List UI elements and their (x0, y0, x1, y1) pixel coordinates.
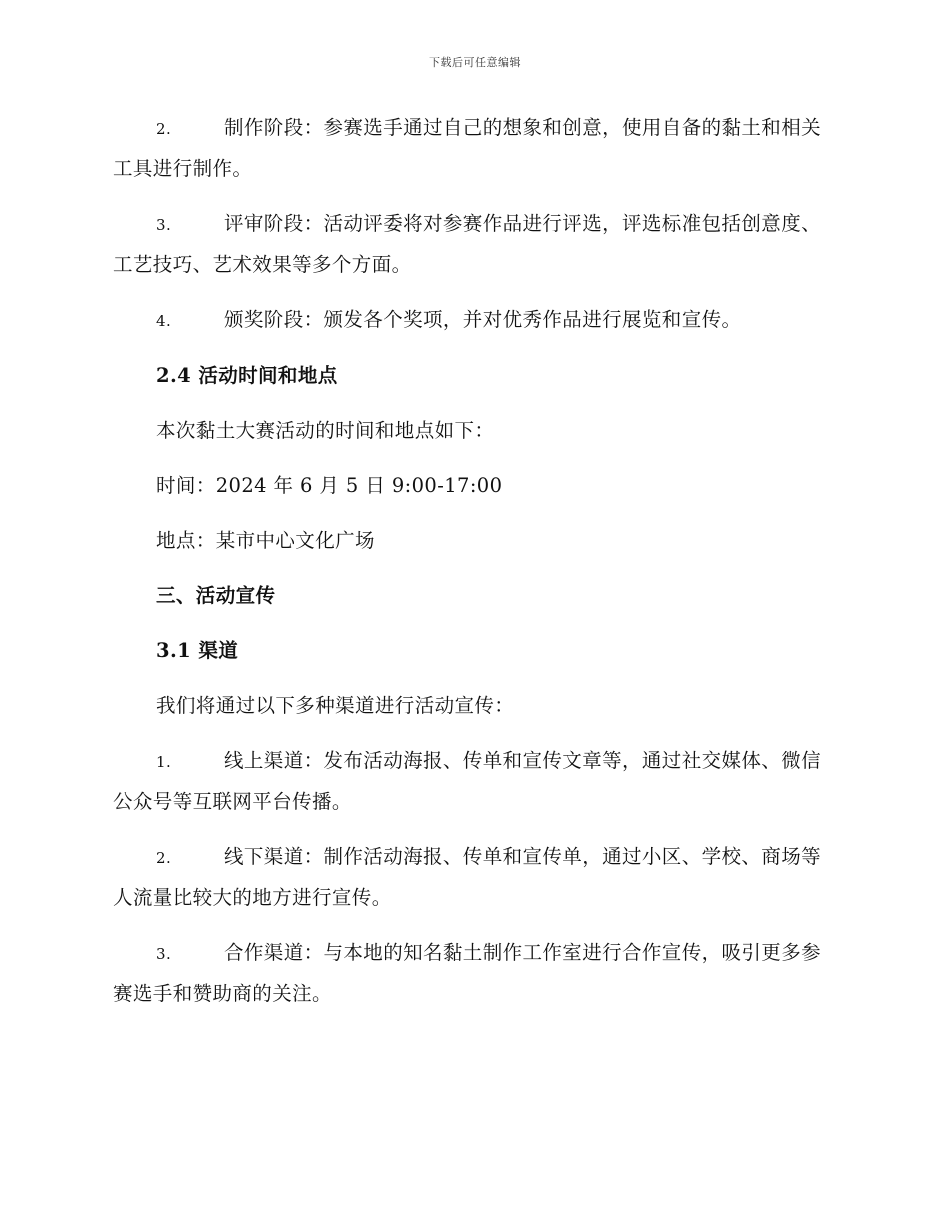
list-number: 3. (156, 216, 172, 234)
paragraph-channels-intro: 我们将通过以下多种渠道进行活动宣传： (156, 694, 515, 717)
list-number: 1. (156, 753, 172, 771)
list-item-text: 颁奖阶段：颁发各个奖项，并对优秀作品进行展览和宣传。 (224, 308, 742, 331)
list-item-stage-production (113, 108, 835, 189)
paragraph-time-location-intro: 本次黏土大赛活动的时间和地点如下： (156, 419, 495, 442)
list-item-channel-online (113, 741, 835, 822)
list-number: 3. (156, 945, 172, 963)
list-item-text: 线下渠道：制作活动海报、传单和宣传单，通过小区、学校、商场等人流量比较大的地方进行宣传。 (113, 845, 822, 909)
page-header: 下载后可任意编辑 (429, 56, 521, 69)
list-number: 4. (156, 312, 172, 330)
section-heading-3: 三、活动宣传 (156, 584, 276, 607)
section-heading-2-4: 2.4 活动时间和地点 (156, 364, 338, 387)
list-item-text: 评审阶段：活动评委将对参赛作品进行评选，评选标准包括创意度、工艺技巧、艺术效果等多个方面。 (113, 212, 822, 276)
list-item-text: 线上渠道：发布活动海报、传单和宣传文章等，通过社交媒体、微信公众号等互联网平台传播。 (113, 749, 822, 813)
document-body (113, 108, 835, 1029)
paragraph-location: 地点：某市中心文化广场 (156, 529, 375, 552)
list-item-stage-review (113, 204, 835, 285)
list-item-channel-partner (113, 933, 835, 1014)
list-number: 2. (156, 120, 172, 138)
list-number: 2. (156, 849, 172, 867)
section-heading-3-1: 3.1 渠道 (156, 639, 239, 662)
list-item-channel-offline (113, 837, 835, 918)
list-item-text: 合作渠道：与本地的知名黏土制作工作室进行合作宣传，吸引更多参赛选手和赞助商的关注。 (113, 941, 822, 1005)
list-item-text: 制作阶段：参赛选手通过自己的想象和创意，使用自备的黏土和相关工具进行制作。 (113, 116, 822, 180)
paragraph-time: 时间：2024 年 6 月 5 日 9:00-17:00 (156, 474, 503, 497)
list-item-stage-award (113, 300, 835, 341)
